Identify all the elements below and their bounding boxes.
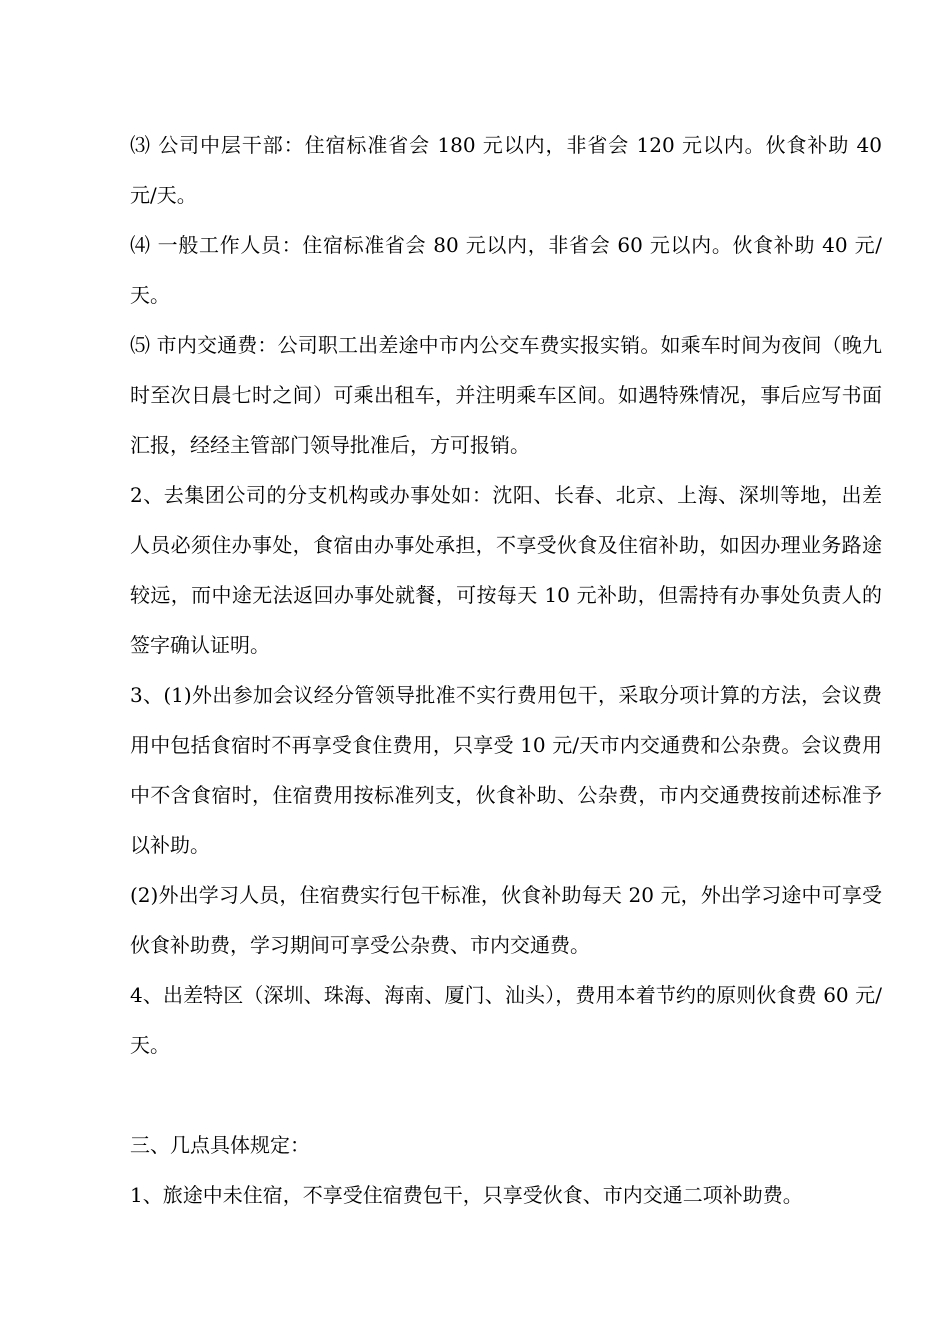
document-body [130, 120, 882, 1220]
paragraph-study: (2)外出学习人员，住宿费实行包干标准，伙食补助每天 20 元，外出学习途中可享受伙食补助费，学习期间可享受公杂费、市内交通费。 [130, 883, 882, 957]
section-heading: 三、几点具体规定： [130, 1133, 310, 1157]
paragraph-meetings: 3、(1)外出参加会议经分管领导批准不实行费用包干，采取分项计算的方法，会议费用中包括食宿时不再享受食住费用，只享受 10 元/天市内交通费和公杂费。会议费用中不含食宿时，住宿费用按标准列支，伙食补助、公杂费，市内交通费按前述标准予以补助。 [130, 683, 882, 857]
paragraph-city-transport: ⑸ 市内交通费：公司职工出差途中市内公交车费实报实销。如乘车时间为夜间（晚九时至次日晨七时之间）可乘出租车，并注明乘车区间。如遇特殊情况，事后应写书面汇报，经经主管部门领导批准后，方可报销。 [130, 333, 882, 457]
paragraph-special-zones: 4、出差特区（深圳、珠海、海南、厦门、汕头），费用本着节约的原则伙食费 60 元/天。 [130, 983, 882, 1057]
blank-line [130, 1070, 882, 1120]
paragraph-mid-level-staff: ⑶ 公司中层干部：住宿标准省会 180 元以内，非省会 120 元以内。伙食补助 40 元/天。 [130, 133, 882, 207]
paragraph-no-lodging: 1、旅途中未住宿，不享受住宿费包干，只享受伙食、市内交通二项补助费。 [130, 1183, 803, 1207]
paragraph-general-staff: ⑷ 一般工作人员：住宿标准省会 80 元以内，非省会 60 元以内。伙食补助 40 元/天。 [130, 233, 882, 307]
paragraph-branch-offices: 2、去集团公司的分支机构或办事处如：沈阳、长春、北京、上海、深圳等地，出差人员必须住办事处，食宿由办事处承担，不享受伙食及住宿补助，如因办理业务路途较远，而中途无法返回办事处就餐，可按每天 10 元补助，但需持有办事处负责人的签字确认证明。 [130, 483, 882, 657]
